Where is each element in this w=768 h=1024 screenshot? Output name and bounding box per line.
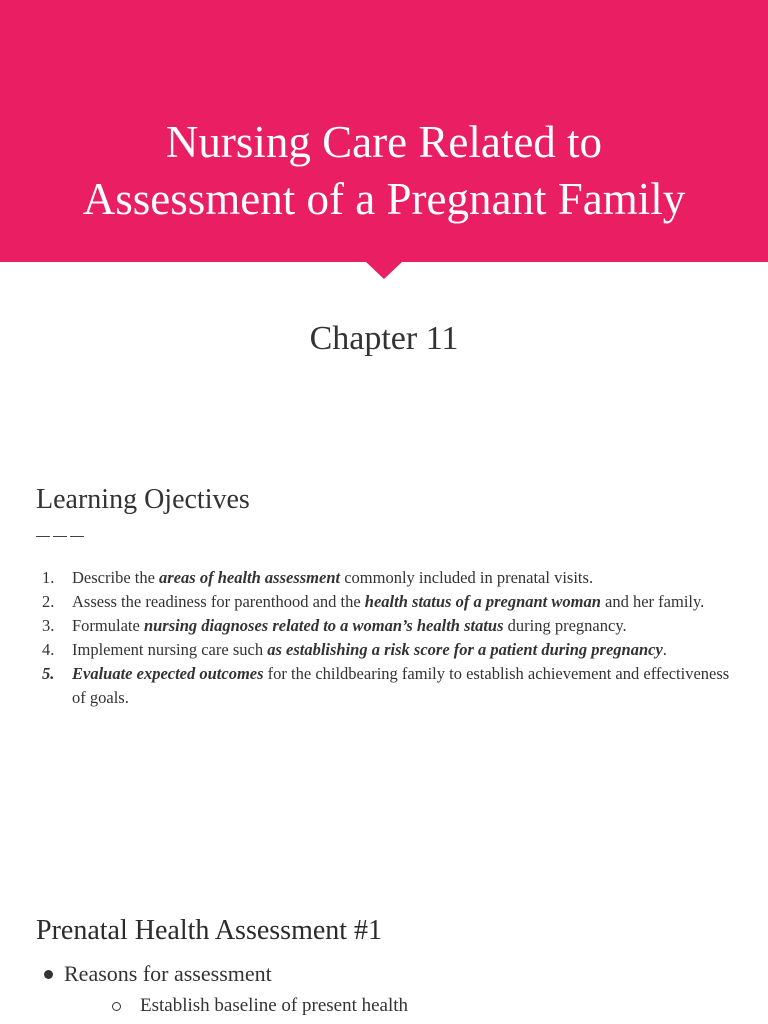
- objective-emphasis: as establishing a risk score for a patient during pregnancy: [267, 640, 663, 659]
- objective-text: .: [662, 640, 667, 659]
- chapter-subtitle: Chapter 11: [309, 320, 459, 357]
- objective-text: Formulate: [72, 616, 144, 635]
- presentation-title: Nursing Care Related to Assessment of a Pregnant Family: [82, 117, 686, 224]
- objective-item: [36, 638, 736, 662]
- objective-number: 2.: [42, 592, 55, 611]
- objective-text: commonly included in prenatal visits.: [340, 568, 594, 587]
- objective-item: [36, 566, 736, 590]
- objective-item: [36, 614, 736, 638]
- assessment-slide: [0, 858, 768, 1024]
- objective-number: 1.: [42, 568, 55, 587]
- assessment-heading: Prenatal Health Assessment #1: [36, 915, 383, 946]
- objective-number: 5.: [42, 664, 55, 683]
- bullet-item: [36, 959, 408, 1019]
- objective-text: during pregnancy.: [503, 616, 627, 635]
- objective-number: 4.: [42, 640, 55, 659]
- sub-bullet-text: Establish baseline of present health: [140, 995, 409, 1016]
- objective-text: Assess the readiness for parenthood and the: [72, 592, 365, 611]
- banner-notch: [366, 262, 402, 279]
- objective-text: Implement nursing care such: [72, 640, 268, 659]
- bullet-text: Reasons for assessment: [64, 961, 272, 986]
- objective-emphasis: Evaluate expected outcomes: [72, 664, 264, 683]
- assessment-bullets: [36, 959, 408, 1019]
- sub-bullet-item: [92, 993, 408, 1019]
- sub-bullet-list: [64, 993, 408, 1019]
- objective-text: for the childbearing family to establish achievement and effectiveness of goals.: [72, 664, 730, 707]
- objective-item: [36, 662, 736, 710]
- objectives-heading: Learning Ojectives: [36, 484, 250, 515]
- heading-rule: ———: [36, 527, 87, 543]
- objective-text: Describe the: [72, 568, 160, 587]
- objective-emphasis: health status of a pregnant woman: [364, 592, 601, 611]
- objective-emphasis: areas of health assessment: [159, 568, 341, 587]
- objective-number: 3.: [42, 616, 55, 635]
- objectives-list: [36, 566, 736, 710]
- bullet-dot-icon: [44, 970, 53, 979]
- bullet-ring-icon: [112, 1002, 121, 1011]
- objective-text: and her family.: [600, 592, 705, 611]
- objective-item: [36, 590, 736, 614]
- title-slide: [0, 0, 768, 430]
- objectives-slide: [0, 434, 768, 854]
- objective-emphasis: nursing diagnoses related to a woman’s health status: [143, 616, 504, 635]
